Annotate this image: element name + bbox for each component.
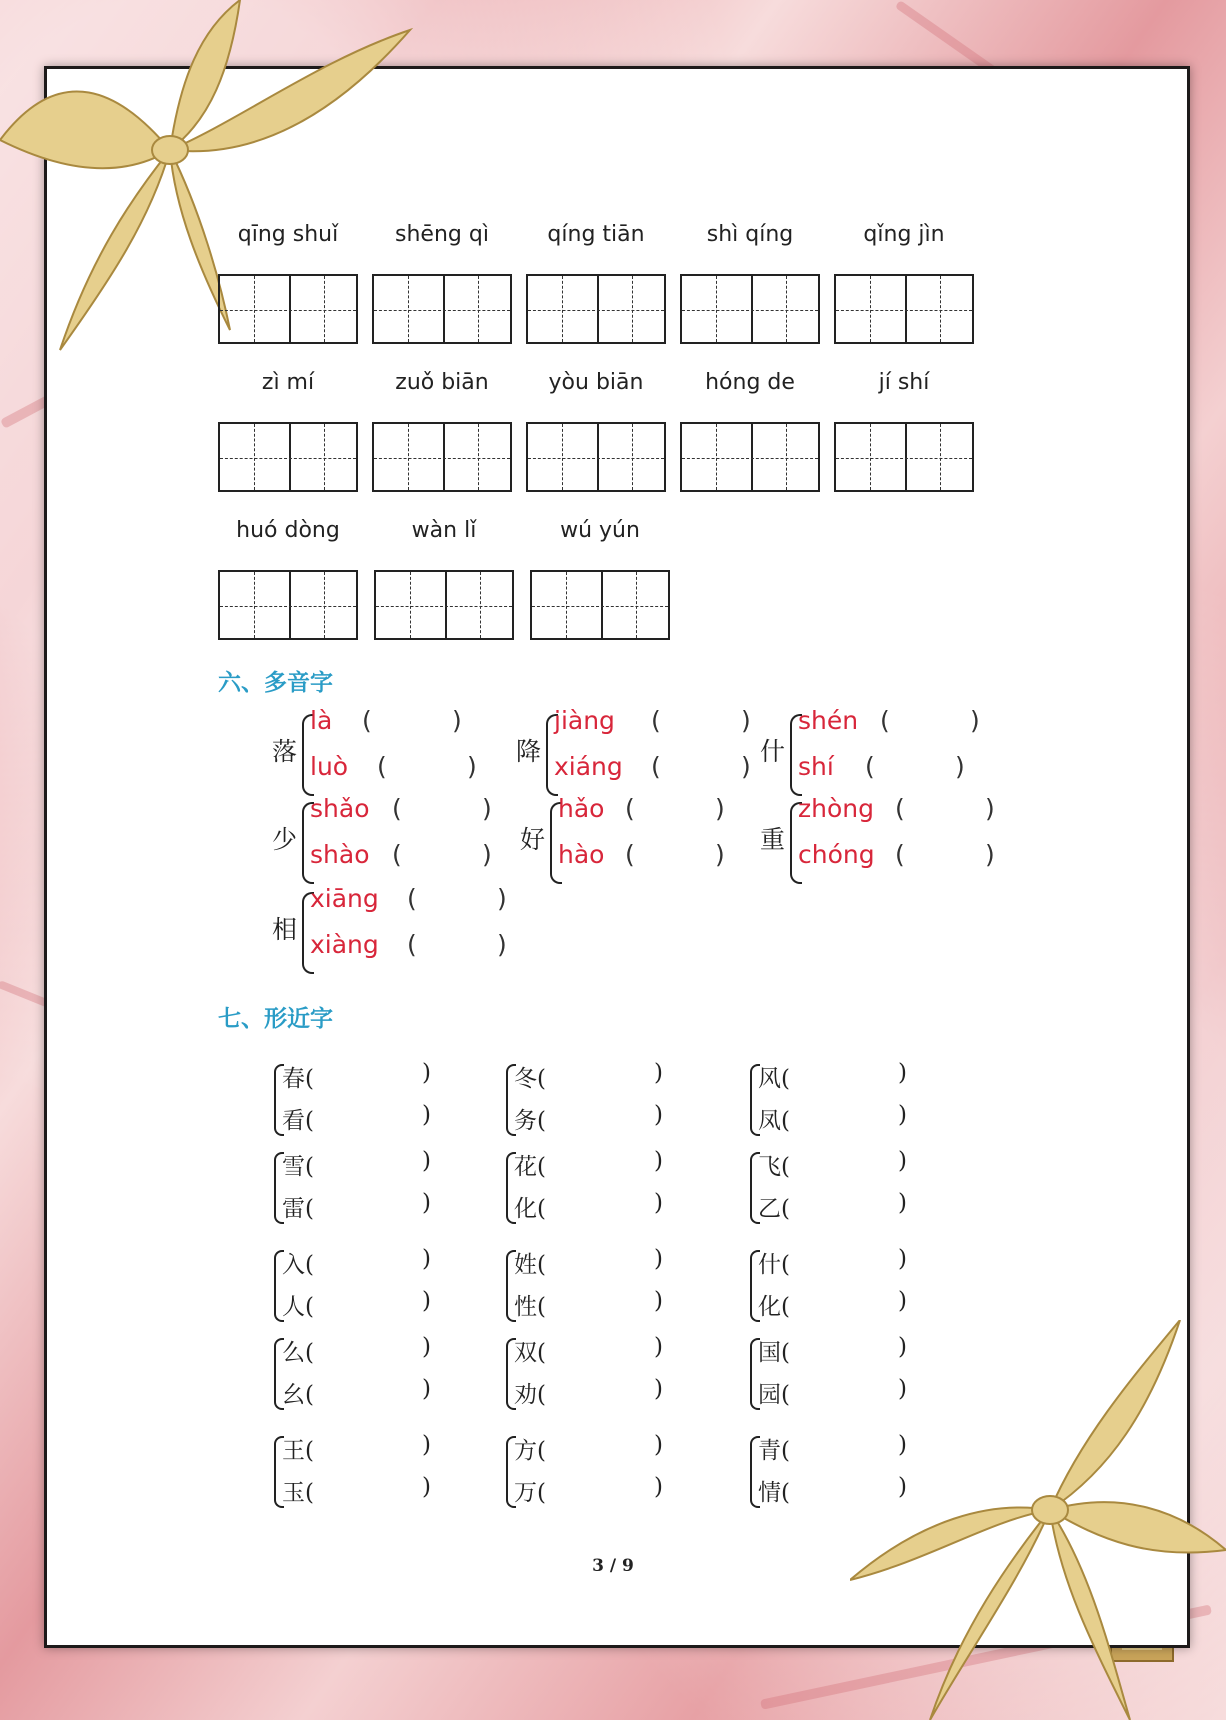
open-paren: ( [305, 1066, 314, 1092]
pinyin-label: jí shí [878, 370, 930, 395]
close-paren: ) [654, 1432, 663, 1458]
similar-char-row[interactable] [282, 1246, 431, 1279]
similar-character: 玉 [282, 1480, 305, 1506]
open-paren: ( [781, 1252, 790, 1278]
close-paren: ) [422, 1102, 431, 1128]
open-paren: ( [625, 794, 635, 823]
writing-grid-box[interactable] [680, 274, 820, 344]
similar-char-row[interactable] [758, 1288, 907, 1321]
similar-character: 国 [758, 1340, 781, 1366]
polyphonic-character: 什 [760, 737, 786, 766]
reading-pinyin: zhòng [798, 794, 874, 823]
close-paren: ) [482, 794, 492, 823]
open-paren: ( [537, 1438, 546, 1464]
writing-grid-box[interactable] [680, 422, 820, 492]
reading-row[interactable] [310, 752, 477, 781]
similar-char-row[interactable] [282, 1432, 431, 1465]
reading-row[interactable] [310, 930, 507, 959]
similar-character: 双 [514, 1340, 537, 1366]
reading-row[interactable] [798, 794, 995, 823]
open-paren: ( [305, 1340, 314, 1366]
writing-grid-box[interactable] [834, 422, 974, 492]
open-paren: ( [880, 706, 890, 735]
pinyin-label: huó dòng [236, 518, 340, 543]
reading-row[interactable] [310, 884, 507, 913]
reading-pinyin: hǎo [558, 794, 605, 823]
open-paren: ( [305, 1382, 314, 1408]
close-paren: ) [654, 1474, 663, 1500]
polyphonic-character: 好 [520, 825, 546, 854]
open-paren: ( [537, 1196, 546, 1222]
open-paren: ( [407, 884, 417, 913]
reading-pinyin: chóng [798, 840, 875, 869]
reading-pinyin: shào [310, 840, 370, 869]
reading-pinyin: xiàng [310, 930, 379, 959]
pinyin-label: hóng de [705, 370, 795, 395]
similar-char-row[interactable] [282, 1474, 431, 1507]
similar-char-row[interactable] [514, 1246, 663, 1279]
open-paren: ( [392, 840, 402, 869]
polyphonic-character: 少 [272, 825, 298, 854]
reading-pinyin: shǎo [310, 794, 370, 823]
open-paren: ( [305, 1480, 314, 1506]
close-paren: ) [422, 1190, 431, 1216]
similar-character: 青 [758, 1438, 781, 1464]
close-paren: ) [955, 752, 965, 781]
open-paren: ( [537, 1294, 546, 1320]
reading-row[interactable] [554, 752, 751, 781]
reading-row[interactable] [558, 840, 725, 869]
close-paren: ) [497, 930, 507, 959]
open-paren: ( [305, 1108, 314, 1134]
close-paren: ) [654, 1190, 663, 1216]
pinyin-label: shì qíng [706, 222, 794, 247]
open-paren: ( [781, 1066, 790, 1092]
polyphonic-character: 重 [760, 825, 786, 854]
similar-char-row[interactable] [282, 1376, 431, 1409]
similar-character: 务 [514, 1108, 537, 1134]
close-paren: ) [654, 1376, 663, 1402]
close-paren: ) [497, 884, 507, 913]
open-paren: ( [895, 840, 905, 869]
reading-row[interactable] [310, 794, 492, 823]
similar-character: 化 [514, 1196, 537, 1222]
similar-character: 乙 [758, 1196, 781, 1222]
similar-char-row[interactable] [282, 1334, 431, 1367]
similar-character: 劝 [514, 1382, 537, 1408]
pinyin-label: qíng tiān [547, 222, 645, 247]
similar-char-row[interactable] [758, 1246, 907, 1279]
close-paren: ) [970, 706, 980, 735]
open-paren: ( [392, 794, 402, 823]
similar-char-row[interactable] [514, 1190, 663, 1223]
close-paren: ) [654, 1148, 663, 1174]
similar-char-row[interactable] [758, 1376, 907, 1409]
open-paren: ( [781, 1196, 790, 1222]
pinyin-label: qīng shuǐ [237, 222, 339, 247]
close-paren: ) [654, 1060, 663, 1086]
open-paren: ( [781, 1438, 790, 1464]
writing-grid-box[interactable] [374, 570, 514, 640]
writing-grid-box[interactable] [218, 570, 358, 640]
similar-char-row[interactable] [758, 1102, 907, 1135]
close-paren: ) [422, 1334, 431, 1360]
similar-character: 花 [514, 1154, 537, 1180]
open-paren: ( [781, 1340, 790, 1366]
reading-pinyin: xiāng [310, 884, 379, 913]
close-paren: ) [985, 794, 995, 823]
close-paren: ) [654, 1334, 663, 1360]
similar-character: 冬 [514, 1066, 537, 1092]
open-paren: ( [537, 1066, 546, 1092]
similar-char-row[interactable] [514, 1102, 663, 1135]
close-paren: ) [741, 706, 751, 735]
writing-grid-box[interactable] [526, 422, 666, 492]
similar-character: 风 [758, 1066, 781, 1092]
reading-pinyin: shí [798, 752, 834, 781]
close-paren: ) [467, 752, 477, 781]
close-paren: ) [715, 840, 725, 869]
open-paren: ( [537, 1340, 546, 1366]
reading-row[interactable] [798, 840, 995, 869]
similar-character: 人 [282, 1294, 305, 1320]
similar-character: 么 [282, 1340, 305, 1366]
open-paren: ( [407, 930, 417, 959]
open-paren: ( [865, 752, 875, 781]
pinyin-label: zì mí [261, 370, 315, 395]
similar-char-row[interactable] [758, 1060, 907, 1093]
similar-character: 情 [758, 1480, 781, 1506]
close-paren: ) [898, 1102, 907, 1128]
similar-character: 化 [758, 1294, 781, 1320]
close-paren: ) [422, 1246, 431, 1272]
open-paren: ( [625, 840, 635, 869]
similar-character: 王 [282, 1438, 305, 1464]
similar-char-row[interactable] [282, 1060, 431, 1093]
close-paren: ) [898, 1376, 907, 1402]
open-paren: ( [895, 794, 905, 823]
similar-char-row[interactable] [514, 1288, 663, 1321]
close-paren: ) [422, 1432, 431, 1458]
similar-character: 性 [514, 1294, 537, 1320]
open-paren: ( [651, 706, 661, 735]
reading-row[interactable] [310, 706, 462, 735]
open-paren: ( [305, 1438, 314, 1464]
similar-character: 方 [514, 1438, 537, 1464]
reading-pinyin: xiáng [554, 752, 623, 781]
reading-pinyin: jiàng [554, 706, 615, 735]
reading-pinyin: là [310, 706, 333, 735]
polyphonic-character: 相 [272, 915, 298, 944]
open-paren: ( [305, 1154, 314, 1180]
open-paren: ( [781, 1154, 790, 1180]
reading-row[interactable] [798, 752, 965, 781]
writing-grid-box[interactable] [372, 274, 512, 344]
open-paren: ( [781, 1480, 790, 1506]
close-paren: ) [898, 1190, 907, 1216]
writing-grid-box[interactable] [834, 274, 974, 344]
open-paren: ( [537, 1480, 546, 1506]
open-paren: ( [781, 1294, 790, 1320]
similar-character: 万 [514, 1480, 537, 1506]
writing-grid-box[interactable] [530, 570, 670, 640]
open-paren: ( [305, 1196, 314, 1222]
reading-pinyin: hào [558, 840, 605, 869]
similar-character: 幺 [282, 1382, 305, 1408]
similar-character: 飞 [758, 1154, 781, 1180]
close-paren: ) [422, 1376, 431, 1402]
pinyin-label: yòu biān [548, 370, 644, 395]
similar-char-row[interactable] [282, 1190, 431, 1223]
pinyin-label: shēng qì [395, 222, 489, 247]
page-number: 3 / 9 [592, 1556, 634, 1576]
close-paren: ) [898, 1060, 907, 1086]
reading-pinyin: luò [310, 752, 349, 781]
reading-pinyin: shén [798, 706, 859, 735]
similar-character: 园 [758, 1382, 781, 1408]
open-paren: ( [537, 1382, 546, 1408]
close-paren: ) [898, 1334, 907, 1360]
open-paren: ( [537, 1108, 546, 1134]
close-paren: ) [898, 1288, 907, 1314]
writing-grid-box[interactable] [372, 422, 512, 492]
open-paren: ( [651, 752, 661, 781]
writing-grid-box[interactable] [526, 274, 666, 344]
close-paren: ) [482, 840, 492, 869]
similar-char-row[interactable] [514, 1376, 663, 1409]
similar-char-row[interactable] [514, 1060, 663, 1093]
pinyin-label: qǐng jìn [863, 222, 945, 247]
close-paren: ) [715, 794, 725, 823]
similar-character: 入 [282, 1252, 305, 1278]
similar-char-row[interactable] [758, 1334, 907, 1367]
pinyin-label: wàn lǐ [411, 518, 477, 543]
open-paren: ( [362, 706, 372, 735]
similar-character: 什 [758, 1252, 781, 1278]
similar-char-row[interactable] [514, 1432, 663, 1465]
similar-char-row[interactable] [758, 1190, 907, 1223]
writing-grid-box[interactable] [218, 422, 358, 492]
close-paren: ) [985, 840, 995, 869]
close-paren: ) [452, 706, 462, 735]
similar-char-row[interactable] [282, 1148, 431, 1181]
similar-char-row[interactable] [514, 1474, 663, 1507]
reading-row[interactable] [558, 794, 725, 823]
similar-char-row[interactable] [758, 1148, 907, 1181]
open-paren: ( [781, 1108, 790, 1134]
pinyin-label: wú yún [560, 518, 640, 543]
section-six-title: 六、多音字 [218, 669, 333, 696]
close-paren: ) [654, 1246, 663, 1272]
similar-char-row[interactable] [758, 1432, 907, 1465]
close-paren: ) [422, 1288, 431, 1314]
close-paren: ) [898, 1474, 907, 1500]
close-paren: ) [741, 752, 751, 781]
section-seven-title: 七、形近字 [218, 1005, 333, 1032]
similar-char-row[interactable] [758, 1474, 907, 1507]
close-paren: ) [898, 1432, 907, 1458]
open-paren: ( [377, 752, 387, 781]
open-paren: ( [537, 1252, 546, 1278]
similar-character: 雷 [282, 1196, 305, 1222]
reading-row[interactable] [554, 706, 751, 735]
close-paren: ) [654, 1288, 663, 1314]
open-paren: ( [781, 1382, 790, 1408]
reading-row[interactable] [310, 840, 492, 869]
reading-row[interactable] [798, 706, 980, 735]
close-paren: ) [898, 1246, 907, 1272]
close-paren: ) [422, 1474, 431, 1500]
close-paren: ) [654, 1102, 663, 1128]
similar-character: 凤 [758, 1108, 781, 1134]
writing-grid-box[interactable] [218, 274, 358, 344]
open-paren: ( [305, 1252, 314, 1278]
close-paren: ) [422, 1060, 431, 1086]
close-paren: ) [422, 1148, 431, 1174]
polyphonic-character: 落 [272, 737, 298, 766]
open-paren: ( [537, 1154, 546, 1180]
similar-char-row[interactable] [514, 1148, 663, 1181]
similar-char-row[interactable] [514, 1334, 663, 1367]
similar-character: 春 [282, 1066, 305, 1092]
similar-char-row[interactable] [282, 1288, 431, 1321]
pinyin-label: zuǒ biān [395, 370, 489, 395]
close-paren: ) [898, 1148, 907, 1174]
similar-character: 雪 [282, 1154, 305, 1180]
open-paren: ( [305, 1294, 314, 1320]
similar-character: 看 [282, 1108, 305, 1134]
similar-char-row[interactable] [282, 1102, 431, 1135]
polyphonic-character: 降 [516, 737, 542, 766]
similar-character: 姓 [514, 1252, 537, 1278]
